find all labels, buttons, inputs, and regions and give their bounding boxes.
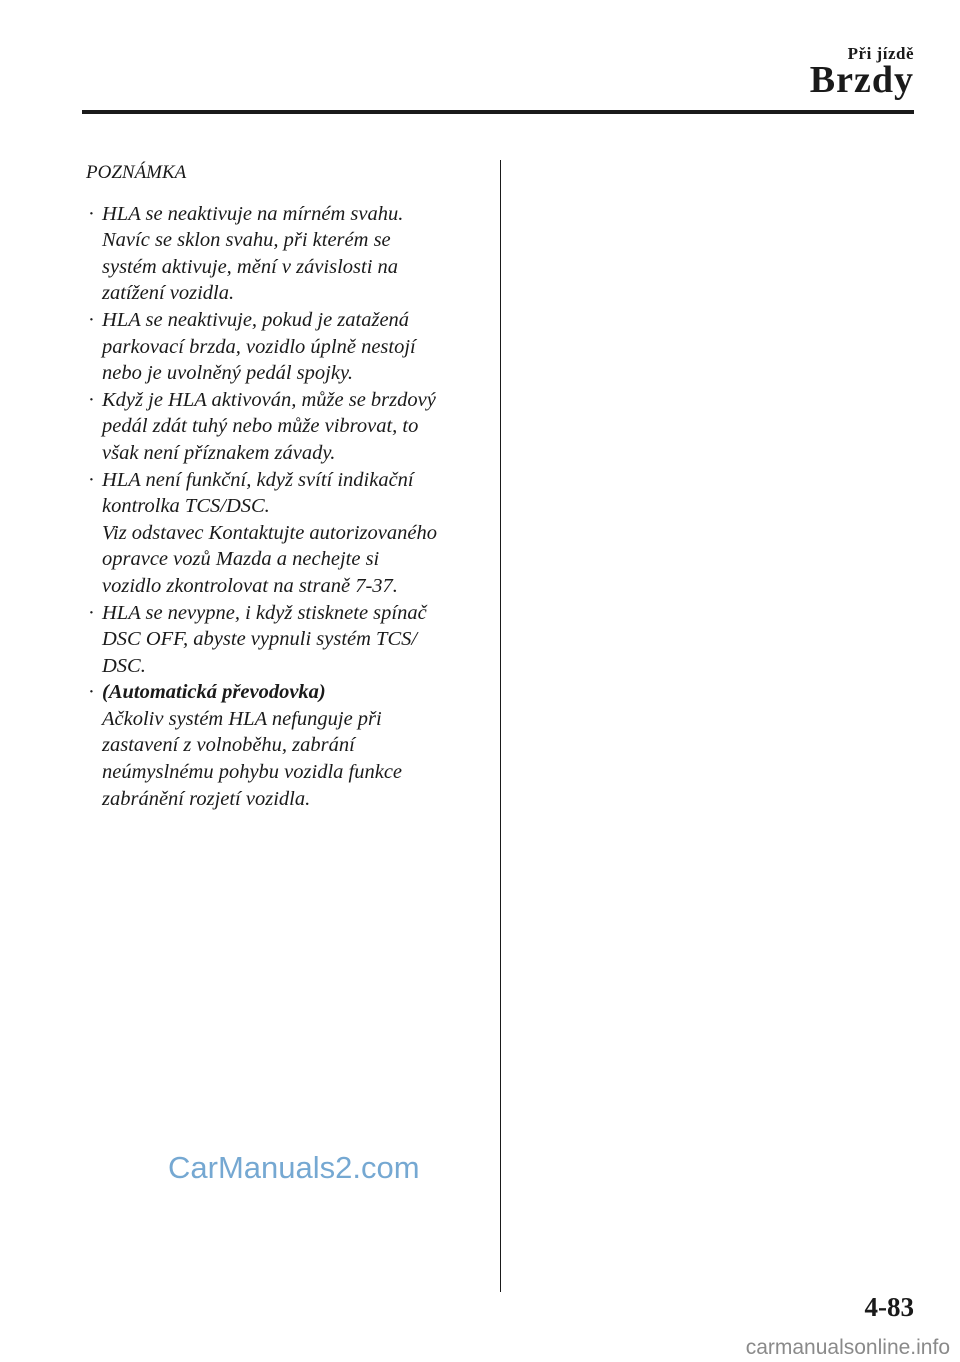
- note-line: však není příznakem závady.: [102, 441, 336, 464]
- note-list: [84, 201, 494, 813]
- note-line: nebo je uvolněný pedál spojky.: [102, 362, 354, 385]
- watermark-text: CarManuals2.com: [168, 1150, 420, 1185]
- page-title: Brzdy: [809, 59, 914, 101]
- note-line: DSC.: [102, 654, 146, 677]
- note-line: kontrolka TCS/DSC.: [102, 495, 270, 518]
- footer-site-text: carmanualsonline.info: [745, 1336, 950, 1359]
- note-item-hla-slope: [84, 201, 494, 307]
- note-item-hla-pedal-feel: [84, 387, 494, 467]
- column-divider: [500, 160, 501, 1292]
- note-line: Navíc se sklon svahu, při kterém se: [102, 229, 391, 252]
- note-line: DSC OFF, abyste vypnuli systém TCS/: [102, 628, 418, 651]
- bullet-icon: ·: [88, 601, 95, 624]
- note-line: opravce vozů Mazda a nechejte si: [102, 548, 380, 571]
- page-number: 4-83: [864, 1292, 914, 1322]
- note-line: HLA není funkční, když svítí indikační: [102, 468, 414, 491]
- note-line: vozidlo zkontrolovat na straně 7-37.: [102, 574, 398, 597]
- note-line: pedál zdát tuhý nebo může vibrovat, to: [102, 415, 419, 438]
- note-line: HLA se neaktivuje na mírném svahu.: [102, 202, 404, 225]
- note-item-hla-dsc-off: [84, 600, 494, 680]
- note-line: Ačkoliv systém HLA nefunguje při: [102, 707, 382, 730]
- note-line: parkovací brzda, vozidlo úplně nestojí: [102, 335, 416, 358]
- note-line: HLA se neaktivuje, pokud je zatažená: [102, 308, 410, 331]
- note-line: systém aktivuje, mění v závislosti na: [102, 255, 399, 278]
- note-line: HLA se nevypne, i když stisknete spínač: [102, 601, 427, 624]
- note-item-automatic-transmission: [84, 679, 494, 812]
- bullet-icon: ·: [88, 308, 95, 331]
- note-line: Viz odstavec Kontaktujte autorizovaného: [102, 521, 437, 544]
- note-item-hla-parking-brake: [84, 307, 494, 387]
- section-label: Při jízdě: [847, 44, 914, 63]
- note-subheading: (Automatická převodovka): [102, 681, 326, 704]
- note-line: neúmyslnému pohybu vozidla funkce: [102, 761, 403, 784]
- header-rule: [82, 110, 914, 114]
- note-heading: POZNÁMKA: [86, 162, 187, 183]
- note-line: zatížení vozidla.: [102, 282, 235, 305]
- bullet-icon: ·: [88, 388, 95, 411]
- bullet-icon: ·: [88, 681, 95, 704]
- note-line: zabránění rozjetí vozidla.: [102, 787, 311, 810]
- bullet-icon: ·: [88, 468, 95, 491]
- note-line: zastavení z volnoběhu, zabrání: [102, 734, 355, 757]
- bullet-icon: ·: [88, 202, 95, 225]
- note-item-hla-tcs-dsc: [84, 467, 494, 600]
- note-box: [84, 160, 494, 812]
- note-line: Když je HLA aktivován, může se brzdový: [102, 388, 436, 411]
